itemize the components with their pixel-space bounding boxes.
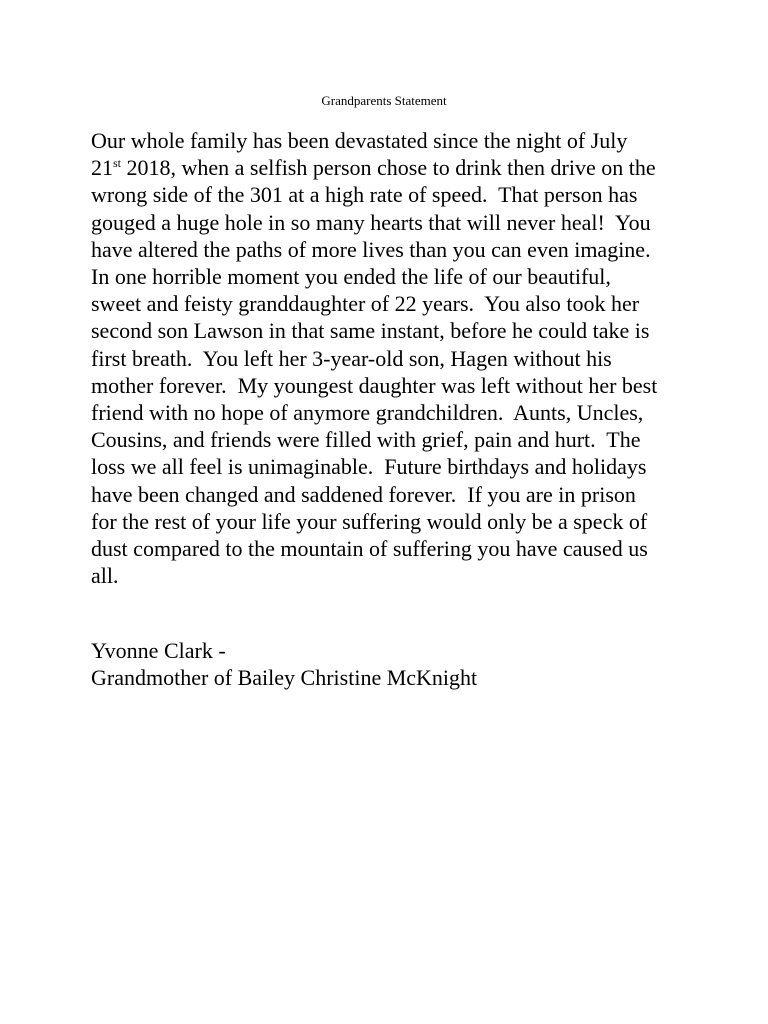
document-title: Grandparents Statement (321, 93, 447, 108)
body-line-rest: 2018, when a selfish person chose to drink then drive on the (126, 155, 656, 181)
date-day: 21 (91, 155, 113, 181)
body-line: sweet and feisty granddaughter of 22 years. You also took her (91, 291, 640, 317)
body-line-date (91, 154, 731, 181)
body-line: loss we all feel is unimaginable. Future birthdays and holidays (91, 454, 647, 480)
signature-relation: Grandmother of Bailey Christine McKnight (91, 665, 478, 691)
body-line: for the rest of your life your suffering would only be a speck of (91, 508, 648, 534)
body-line: all. (91, 563, 119, 589)
body-line: have been changed and saddened forever. If you are in prison (91, 481, 636, 507)
body-line: Cousins, and friends were filled with grief, pain and hurt. The (91, 427, 641, 453)
statement-body (91, 127, 731, 589)
body-line: have altered the paths of more lives than you can even imagine. (91, 236, 651, 262)
signature-block (91, 637, 477, 691)
body-line: gouged a huge hole in so many hearts that will never heal! You (91, 209, 651, 235)
body-line: mother forever. My youngest daughter was left without her best (91, 372, 658, 398)
body-line: dust compared to the mountain of suffering you have caused us (91, 536, 648, 562)
body-line: friend with no hope of anymore grandchildren. Aunts, Uncles, (91, 400, 644, 426)
body-line: wrong side of the 301 at a high rate of speed. That person has (91, 182, 638, 208)
body-line: first breath. You left her 3-year-old son, Hagen without his (91, 345, 612, 371)
signature-name: Yvonne Clark - (91, 638, 226, 663)
date-suffix: st (113, 156, 122, 171)
body-line: second son Lawson in that same instant, before he could take is (91, 318, 650, 344)
body-line: Our whole family has been devastated since the night of July (91, 128, 628, 153)
body-line: In one horrible moment you ended the life of our beautiful, (91, 264, 611, 290)
